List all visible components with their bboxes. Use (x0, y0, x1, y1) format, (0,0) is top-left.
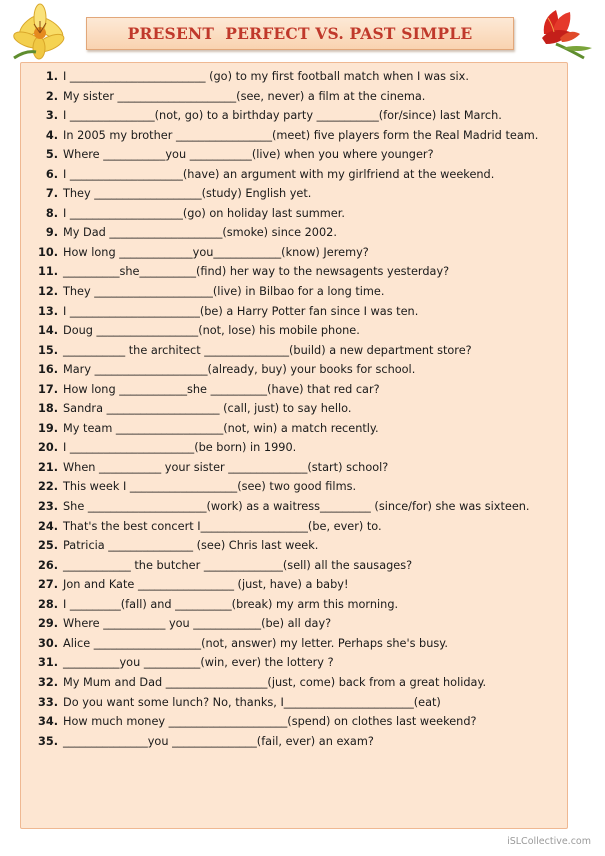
exercise-number: 3. (45, 109, 58, 123)
exercise-text: My sister _____________________(see, never) a film at the cinema. (63, 89, 426, 103)
title-banner (86, 17, 514, 50)
page-title: PRESENT PERFECT VS. PAST SIMPLE (127, 24, 473, 43)
exercise-number: 27. (37, 578, 58, 592)
exercise-item (22, 87, 562, 107)
exercise-number: 4. (45, 128, 58, 142)
exercise-text: Mary ____________________(already, buy) your books for school. (63, 363, 416, 377)
exercise-item (22, 341, 562, 361)
exercise-item (22, 321, 562, 341)
exercise-text: I ______________________(be born) in 1990. (63, 441, 297, 455)
exercise-number: 17. (37, 382, 58, 396)
exercise-text: I ____________________(have) an argument with my girlfriend at the weekend. (63, 167, 495, 181)
exercise-text: They ___________________(study) English yet. (63, 187, 312, 201)
exercise-number: 5. (45, 148, 58, 162)
exercise-text: My team ___________________(not, win) a match recently. (63, 421, 379, 435)
exercise-item (22, 262, 562, 282)
exercise-list (22, 67, 562, 751)
exercise-text: Alice ___________________(not, answer) my letter. Perhaps she's busy. (63, 636, 448, 650)
exercise-text: She _____________________(work) as a waitress_________ (since/for) she was sixteen. (63, 500, 530, 514)
exercise-text: __________she__________(find) her way to the newsagents yesterday? (63, 265, 450, 279)
exercise-number: 23. (37, 500, 58, 514)
exercise-text: Sandra ____________________ (call, just) to say hello. (63, 402, 352, 416)
exercise-text: When ___________ your sister ______________(start) school? (63, 460, 389, 474)
exercise-number: 9. (45, 226, 58, 240)
exercise-item (22, 302, 562, 322)
exercise-item (22, 536, 562, 556)
exercise-text: In 2005 my brother _________________(meet) five players form the Real Madrid team. (63, 128, 539, 142)
exercise-text: Where ___________ you ____________(be) all day? (63, 617, 332, 631)
exercise-number: 30. (37, 636, 58, 650)
exercise-number: 14. (37, 324, 58, 338)
exercise-number: 13. (37, 304, 58, 318)
exercise-number: 16. (37, 363, 58, 377)
exercise-text: I ________________________ (go) to my first football match when I was six. (63, 70, 469, 83)
exercise-number: 20. (37, 441, 58, 455)
exercise-number: 7. (45, 187, 58, 201)
exercise-number: 11. (37, 265, 58, 279)
exercise-item (22, 126, 562, 146)
exercise-number: 19. (37, 421, 58, 435)
exercise-text: Jon and Kate _________________ (just, have) a baby! (63, 578, 349, 592)
exercise-text: My Dad ____________________(smoke) since 2002. (63, 226, 337, 240)
exercise-number: 6. (45, 167, 58, 181)
exercise-number: 25. (37, 539, 58, 553)
exercise-item (22, 595, 562, 615)
exercise-text: I _________(fall) and __________(break) my arm this morning. (63, 597, 399, 611)
exercise-text: How much money _____________________(spend) on clothes last weekend? (63, 715, 477, 729)
exercise-text: Patricia _______________ (see) Chris last week. (63, 539, 319, 553)
exercise-item (22, 184, 562, 204)
exercise-item (22, 204, 562, 224)
exercise-number: 29. (37, 617, 58, 631)
exercise-number: 21. (37, 460, 58, 474)
exercise-number: 32. (37, 675, 58, 689)
exercise-item (22, 458, 562, 478)
exercise-text: I _______________________(be) a Harry Potter fan since I was ten. (63, 304, 419, 318)
exercise-number: 1. (45, 70, 58, 83)
exercise-item (22, 693, 562, 713)
exercise-text: They _____________________(live) in Bilbao for a long time. (63, 285, 385, 299)
exercise-item (22, 653, 562, 673)
exercise-item (22, 712, 562, 732)
exercise-text: __________you __________(win, ever) the lottery ? (63, 656, 334, 670)
exercise-item (22, 223, 562, 243)
exercise-item (22, 438, 562, 458)
watermark: iSLCollective.com (507, 836, 591, 847)
exercise-item (22, 145, 562, 165)
exercise-number: 18. (37, 402, 58, 416)
exercise-number: 15. (37, 343, 58, 357)
exercise-text: I _______________(not, go) to a birthday party ___________(for/since) last March. (63, 109, 502, 123)
exercise-item (22, 575, 562, 595)
exercise-number: 35. (37, 734, 58, 748)
exercise-number: 28. (37, 597, 58, 611)
exercise-text: This week I ___________________(see) two good films. (63, 480, 357, 494)
exercise-item (22, 243, 562, 263)
exercise-item (22, 517, 562, 537)
exercise-number: 12. (37, 285, 58, 299)
exercise-text: ____________ the butcher ______________(sell) all the sausages? (63, 558, 413, 572)
exercise-text: I ____________________(go) on holiday last summer. (63, 206, 345, 220)
red-tulip-flower-icon (532, 4, 598, 62)
exercise-item (22, 399, 562, 419)
exercise-item (22, 614, 562, 634)
exercise-item (22, 673, 562, 693)
exercise-text: How long ____________she __________(have) that red car? (63, 382, 380, 396)
exercise-item (22, 360, 562, 380)
exercise-item (22, 282, 562, 302)
exercise-item (22, 477, 562, 497)
exercise-item (22, 419, 562, 439)
exercise-text: That's the best concert I___________________(be, ever) to. (63, 519, 382, 533)
exercise-number: 10. (37, 245, 58, 259)
exercise-item (22, 732, 562, 752)
exercise-item (22, 556, 562, 576)
exercise-item (22, 165, 562, 185)
exercise-text: Doug __________________(not, lose) his mobile phone. (63, 324, 360, 338)
exercise-item (22, 497, 562, 517)
exercise-text: ___________ the architect _______________(build) a new department store? (63, 343, 472, 357)
exercise-number: 24. (37, 519, 58, 533)
exercise-item (22, 380, 562, 400)
exercise-number: 33. (37, 695, 58, 709)
exercise-item (22, 634, 562, 654)
exercise-number: 34. (37, 715, 58, 729)
exercise-text: My Mum and Dad __________________(just, come) back from a great holiday. (63, 675, 487, 689)
exercise-number: 8. (45, 206, 58, 220)
exercise-text: _______________you _______________(fail, ever) an exam? (63, 734, 374, 748)
exercise-number: 31. (37, 656, 58, 670)
exercise-text: How long _____________you____________(know) Jeremy? (63, 245, 369, 259)
exercise-text: Where ___________you ___________(live) when you where younger? (63, 148, 434, 162)
yellow-lily-flower-icon (6, 2, 74, 62)
exercise-number: 2. (45, 89, 58, 103)
exercise-text: Do you want some lunch? No, thanks, I_______________________(eat) (63, 695, 441, 709)
exercise-item (22, 106, 562, 126)
exercise-item (22, 67, 562, 87)
exercise-number: 22. (37, 480, 58, 494)
exercise-number: 26. (37, 558, 58, 572)
